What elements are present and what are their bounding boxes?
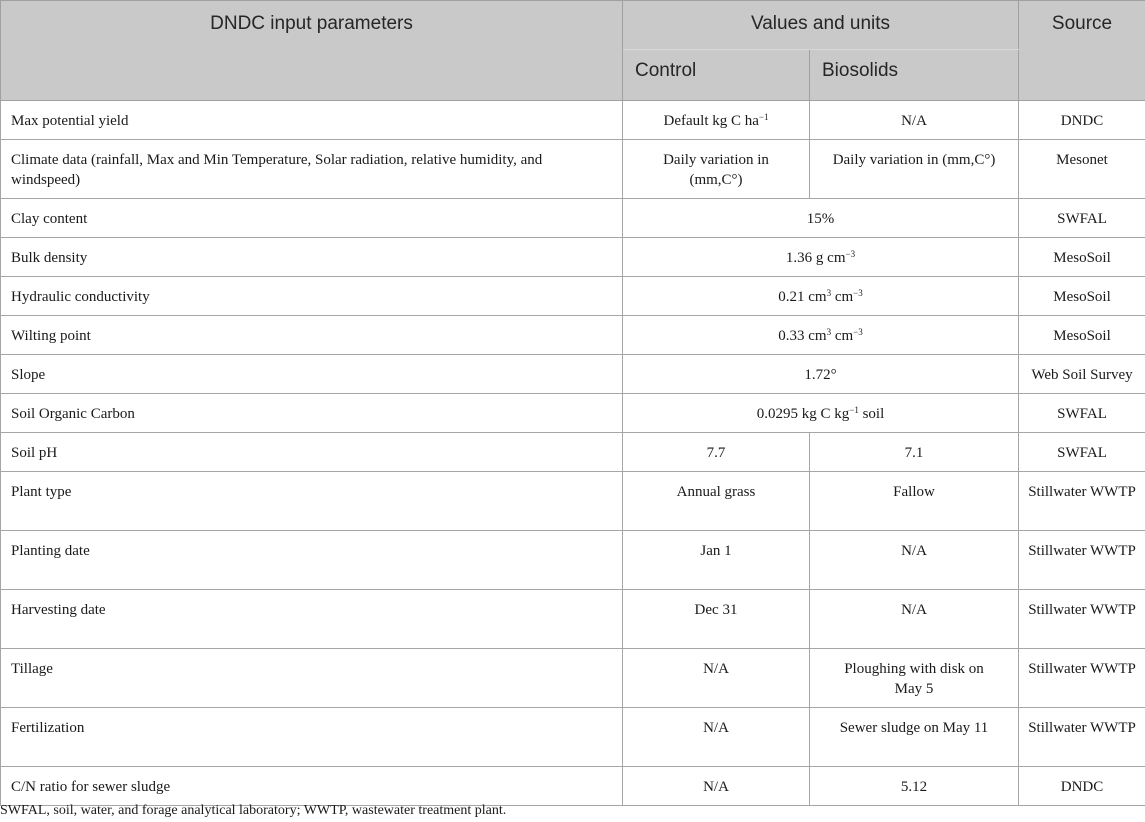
parameter-cell: Slope [1, 355, 623, 394]
source-cell: Stillwater WWTP [1019, 590, 1145, 649]
biosolids-cell: N/A [810, 531, 1019, 590]
parameter-cell: Bulk density [1, 238, 623, 277]
parameter-cell: Tillage [1, 649, 623, 708]
superscript: 3 [826, 327, 832, 337]
header-control: Control [623, 50, 810, 101]
value-text: Default kg C ha [663, 113, 759, 129]
value-cell [623, 238, 1019, 277]
header-source: Source [1019, 1, 1145, 101]
biosolids-cell: 5.12 [810, 767, 1019, 806]
source-cell: DNDC [1019, 767, 1145, 806]
source-cell: Stillwater WWTP [1019, 649, 1145, 708]
parameter-cell: Soil pH [1, 433, 623, 472]
header-biosolids: Biosolids [810, 50, 1019, 101]
source-cell: Stillwater WWTP [1019, 708, 1145, 767]
header-row-top [1, 1, 1145, 50]
superscript: −3 [853, 288, 863, 298]
table-row-fertilization [1, 708, 1145, 767]
control-cell: N/A [623, 708, 810, 767]
parameter-cell: Harvesting date [1, 590, 623, 649]
parameter-cell: Soil Organic Carbon [1, 394, 623, 433]
control-cell: 7.7 [623, 433, 810, 472]
control-cell: N/A [623, 649, 810, 708]
table-row-slope [1, 355, 1145, 394]
source-cell: DNDC [1019, 101, 1145, 140]
value-cell [623, 394, 1019, 433]
parameter-cell: Planting date [1, 531, 623, 590]
table-row-wilting-point [1, 316, 1145, 355]
value-cell [623, 316, 1019, 355]
header-parameters: DNDC input parameters [1, 1, 623, 101]
source-cell: MesoSoil [1019, 316, 1145, 355]
biosolids-cell: N/A [810, 101, 1019, 140]
biosolids-cell: Fallow [810, 472, 1019, 531]
parameter-cell: Wilting point [1, 316, 623, 355]
table-row-planting-date [1, 531, 1145, 590]
table-row-tillage [1, 649, 1145, 708]
table-row-harvesting-date [1, 590, 1145, 649]
value-text: 0.0295 kg C kg [756, 406, 850, 422]
biosolids-cell: N/A [810, 590, 1019, 649]
superscript: −3 [845, 249, 856, 259]
value-text: 0.33 cm [778, 328, 827, 344]
biosolids-cell: Sewer sludge on May 11 [810, 708, 1019, 767]
table-row-soil-organic-carbon [1, 394, 1145, 433]
table-row-hydraulic-conductivity [1, 277, 1145, 316]
source-cell: Mesonet [1019, 140, 1145, 199]
value-text: cm [831, 289, 854, 305]
value-cell: 1.72° [623, 355, 1019, 394]
parameter-cell: Climate data (rainfall, Max and Min Temperature, Solar radiation, relative humidity, and windspeed) [1, 140, 623, 199]
source-cell: SWFAL [1019, 433, 1145, 472]
table-row-climate-data [1, 140, 1145, 199]
control-cell [623, 101, 810, 140]
biosolids-cell: 7.1 [810, 433, 1019, 472]
source-cell: MesoSoil [1019, 277, 1145, 316]
header-values-units: Values and units [623, 1, 1019, 50]
value-cell [623, 277, 1019, 316]
superscript: −3 [853, 327, 863, 337]
table-row-clay-content [1, 199, 1145, 238]
control-cell: Daily variation in (mm,C°) [623, 140, 810, 199]
table-row-plant-type [1, 472, 1145, 531]
parameter-cell: Fertilization [1, 708, 623, 767]
control-cell: Annual grass [623, 472, 810, 531]
source-cell: Stillwater WWTP [1019, 531, 1145, 590]
value-text: 1.36 g cm [785, 250, 846, 266]
biosolids-cell: Daily variation in (mm,C°) [810, 140, 1019, 199]
source-cell: SWFAL [1019, 394, 1145, 433]
biosolids-cell: Ploughing with disk on May 5 [810, 649, 1019, 708]
control-cell: Jan 1 [623, 531, 810, 590]
parameter-cell: C/N ratio for sewer sludge [1, 767, 623, 806]
control-cell: N/A [623, 767, 810, 806]
value-text: 0.21 cm [778, 289, 827, 305]
control-cell: Dec 31 [623, 590, 810, 649]
parameter-cell: Clay content [1, 199, 623, 238]
source-cell: Stillwater WWTP [1019, 472, 1145, 531]
value-text: cm [831, 328, 854, 344]
superscript: −1 [758, 112, 769, 122]
table-row-bulk-density [1, 238, 1145, 277]
value-cell: 15% [623, 199, 1019, 238]
parameter-cell: Max potential yield [1, 101, 623, 140]
source-cell: Web Soil Survey [1019, 355, 1145, 394]
table-footnote: SWFAL, soil, water, and forage analytical laboratory; WWTP, wastewater treatment plant. [0, 803, 507, 818]
parameter-cell: Hydraulic conductivity [1, 277, 623, 316]
table-row-cn-ratio [1, 767, 1145, 806]
source-cell: MesoSoil [1019, 238, 1145, 277]
table-row-max-potential-yield [1, 101, 1145, 140]
source-cell: SWFAL [1019, 199, 1145, 238]
table-row-soil-ph [1, 433, 1145, 472]
superscript: 3 [826, 288, 832, 298]
value-text: soil [858, 406, 885, 422]
superscript: −1 [849, 405, 859, 415]
parameter-cell: Plant type [1, 472, 623, 531]
